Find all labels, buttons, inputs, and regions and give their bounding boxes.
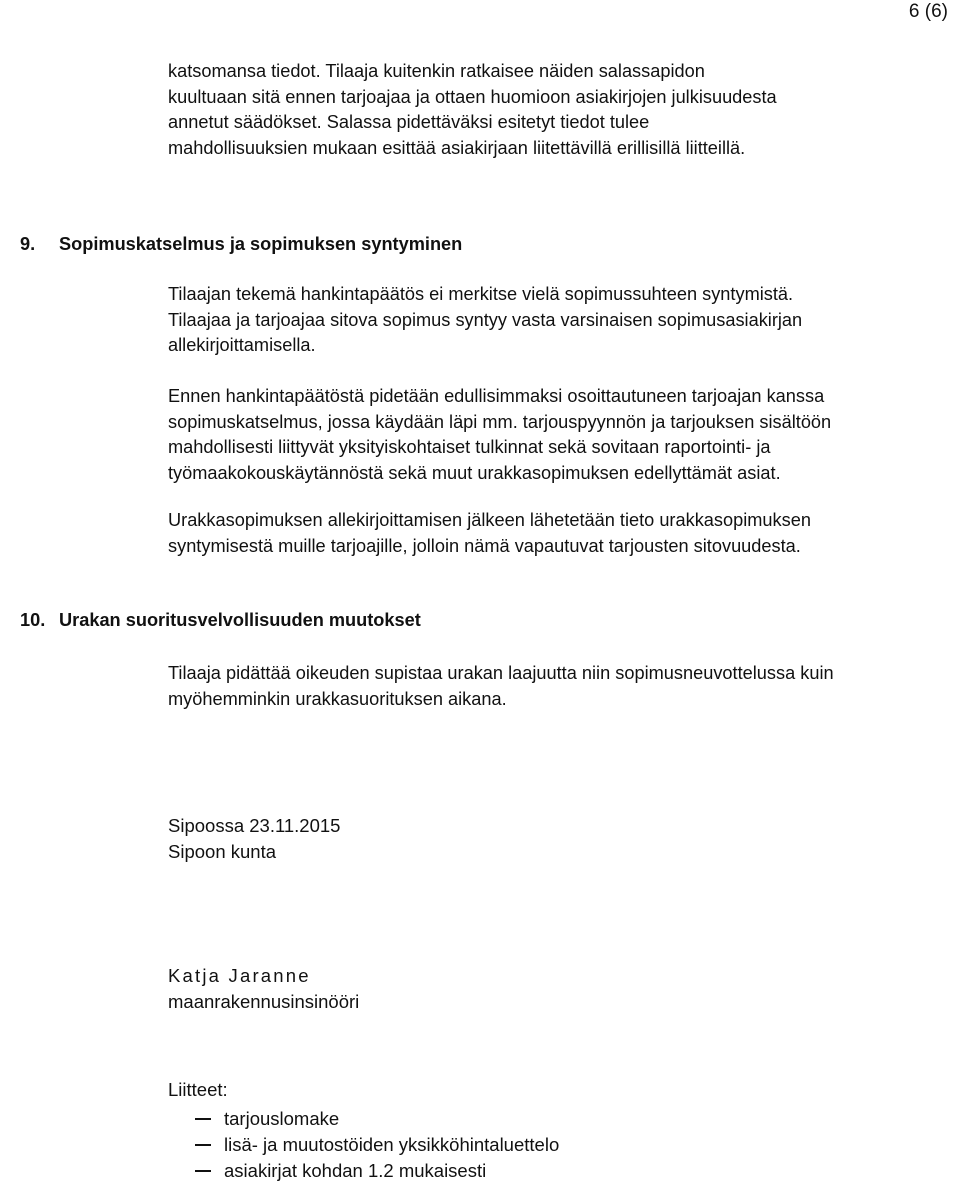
- dash-bullet-icon: [195, 1118, 211, 1120]
- signer-title: maanrakennusinsinööri: [168, 991, 360, 1012]
- place-date: Sipoossa 23.11.2015: [168, 815, 341, 836]
- page-number: 6 (6): [908, 1, 948, 22]
- attachment-item-label: tarjouslomake: [224, 1108, 340, 1129]
- attachment-item: [195, 1132, 559, 1158]
- section-10-heading: [20, 608, 421, 633]
- intro-line-4: mahdollisuuksien mukaan esittää asiakirjaan liitettävillä erillisillä liitteillä.: [168, 137, 746, 158]
- s9p2-line-3: mahdollisesti liittyvät yksityiskohtaiset tulkinnat sekä sovitaan raportointi- ja: [168, 437, 771, 457]
- attachments-list: [195, 1106, 559, 1184]
- section-10-title: Urakan suoritusvelvollisuuden muutokset: [59, 610, 421, 630]
- s10p1-line-2: myöhemminkin urakkasuorituksen aikana.: [168, 688, 507, 709]
- s9p1-line-3: allekirjoittamisella.: [168, 335, 316, 355]
- intro-line-3: annetut säädökset. Salassa pidettäväksi esitetyt tiedot tulee: [168, 112, 650, 132]
- intro-line-2: kuultuaan sitä ennen tarjoajaa ja ottaen huomioon asiakirjojen julkisuudesta: [168, 86, 777, 107]
- s9p2-line-2: sopimuskatselmus, jossa käydään läpi mm. tarjouspyynnön ja tarjouksen sisältöön: [168, 411, 832, 432]
- attachment-item: [195, 1106, 559, 1132]
- s9p3-line-2: syntymisestä muille tarjoajille, jolloin nämä vapautuvat tarjousten sitovuudesta.: [168, 535, 801, 556]
- s9p2-line-4: työmaakokouskäytännöstä sekä muut urakkasopimuksen edellyttämät asiat.: [168, 462, 781, 483]
- section-10-number: 10.: [20, 610, 46, 630]
- section-10-paragraph-1: [168, 661, 958, 712]
- section-9-number: 9.: [20, 234, 36, 254]
- dash-bullet-icon: [195, 1170, 211, 1172]
- section-9-title: Sopimuskatselmus ja sopimuksen syntyminen: [59, 234, 463, 254]
- s9p1-line-2: Tilaajaa ja tarjoajaa sitova sopimus syntyy vasta varsinaisen sopimusasiakirjan: [168, 309, 803, 330]
- attachment-item-label: lisä- ja muutostöiden yksikköhintaluettelo: [224, 1134, 560, 1155]
- section-9-paragraph-1: [168, 282, 958, 359]
- signer-name: Katja Jaranne: [168, 965, 311, 986]
- attachment-item-label: asiakirjat kohdan 1.2 mukaisesti: [224, 1160, 487, 1181]
- intro-paragraph: [168, 59, 958, 161]
- section-9-paragraph-2: [168, 384, 958, 486]
- section-9-heading: [20, 232, 462, 257]
- intro-line-1: katsomansa tiedot. Tilaaja kuitenkin ratkaisee näiden salassapidon: [168, 61, 705, 81]
- s9p3-line-1: Urakkasopimuksen allekirjoittamisen jälkeen lähetetään tieto urakkasopimuksen: [168, 510, 811, 530]
- section-9-paragraph-3: [168, 508, 958, 559]
- s9p2-line-1: Ennen hankintapäätöstä pidetään edullisimmaksi osoittautuneen tarjoajan kanssa: [168, 386, 825, 406]
- attachment-item: [195, 1158, 559, 1184]
- organization: Sipoon kunta: [168, 841, 277, 862]
- dash-bullet-icon: [195, 1144, 211, 1146]
- s10p1-line-1: Tilaaja pidättää oikeuden supistaa urakan laajuutta niin sopimusneuvottelussa kuin: [168, 663, 834, 683]
- attachments-label: Liitteet:: [168, 1079, 228, 1100]
- s9p1-line-1: Tilaajan tekemä hankintapäätös ei merkitse vielä sopimussuhteen syntymistä.: [168, 284, 794, 304]
